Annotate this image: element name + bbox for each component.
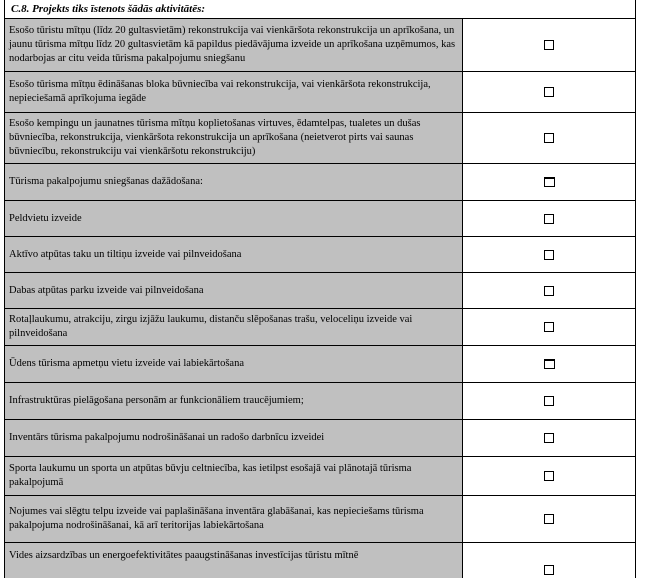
section-title: C.8. Projekts tiks īstenots šādās aktivitātēs: bbox=[5, 0, 635, 19]
row-checkbox-cell bbox=[463, 201, 635, 236]
checkbox[interactable] bbox=[544, 40, 554, 50]
table-row bbox=[5, 237, 635, 273]
row-checkbox-cell bbox=[463, 457, 635, 495]
table-row bbox=[5, 420, 635, 457]
row-label: Ūdens tūrisma apmetņu vietu izveide vai labiekārtošana bbox=[5, 346, 463, 382]
checkbox[interactable] bbox=[544, 514, 554, 524]
row-checkbox-cell bbox=[463, 496, 635, 542]
checkbox[interactable] bbox=[544, 322, 554, 332]
row-label: Peldvietu izveide bbox=[5, 201, 463, 236]
row-label: Aktīvo atpūtas taku un tiltiņu izveide vai pilnveidošana bbox=[5, 237, 463, 272]
table-row bbox=[5, 496, 635, 543]
row-label: Inventārs tūrisma pakalpojumu nodrošināšanai un radošo darbnīcu izveidei bbox=[5, 420, 463, 456]
row-label: Sporta laukumu un sporta un atpūtas būvju celtniecība, kas ietilpst esošajā vai plānotajā tūrisma pakalpojumā bbox=[5, 457, 463, 495]
table-row bbox=[5, 72, 635, 113]
table-row bbox=[5, 346, 635, 383]
row-label: Vides aizsardzības un energoefektivitātes paaugstināšanas investīcijas tūristu mītnē bbox=[5, 543, 463, 578]
checkbox[interactable] bbox=[544, 214, 554, 224]
row-label: Rotaļlaukumu, atrakciju, zirgu izjāžu laukumu, distanču slēpošanas trašu, veloceliņu izveide vai pilnveidošana bbox=[5, 309, 463, 345]
table-row bbox=[5, 383, 635, 420]
row-checkbox-cell bbox=[463, 543, 635, 578]
row-label: Esošo tūristu mītņu (līdz 20 gultasvietām) rekonstrukcija vai vienkāršota rekonstrukcija un aprīkošana, un jaunu tūrisma mītņu līdz 20 gultasvietām kā papildus piedāvājuma izveide un aprīkošana uzņēmumos, kas nodarbojas ar citu veida tūrisma pakalpojumu sniegšanu bbox=[5, 19, 463, 71]
row-label: Esošo tūrisma mītņu ēdināšanas bloka būvniecība vai rekonstrukcija, vai vienkāršota rekonstrukcija, nepieciešamā aprīkojuma iegāde bbox=[5, 72, 463, 112]
checkbox[interactable] bbox=[544, 250, 554, 260]
table-row bbox=[5, 164, 635, 201]
activities-form bbox=[4, 0, 636, 578]
table-row bbox=[5, 273, 635, 309]
table-row bbox=[5, 201, 635, 237]
row-label: Tūrisma pakalpojumu sniegšanas dažādošana: bbox=[5, 164, 463, 200]
table-row bbox=[5, 309, 635, 346]
checkbox[interactable] bbox=[544, 471, 554, 481]
row-label: Dabas atpūtas parku izveide vai pilnveidošana bbox=[5, 273, 463, 308]
checkbox[interactable] bbox=[544, 433, 554, 443]
row-checkbox-cell bbox=[463, 273, 635, 308]
checkbox[interactable] bbox=[544, 177, 555, 187]
checkbox[interactable] bbox=[544, 133, 554, 143]
table-row bbox=[5, 19, 635, 72]
table-row bbox=[5, 113, 635, 164]
checkbox[interactable] bbox=[544, 359, 555, 369]
row-checkbox-cell bbox=[463, 164, 635, 200]
row-checkbox-cell bbox=[463, 420, 635, 456]
checkbox[interactable] bbox=[544, 286, 554, 296]
row-checkbox-cell bbox=[463, 383, 635, 419]
row-checkbox-cell bbox=[463, 113, 635, 163]
checkbox[interactable] bbox=[544, 565, 554, 575]
row-checkbox-cell bbox=[463, 346, 635, 382]
row-checkbox-cell bbox=[463, 19, 635, 71]
row-checkbox-cell bbox=[463, 309, 635, 345]
checkbox[interactable] bbox=[544, 87, 554, 97]
table-row bbox=[5, 457, 635, 496]
checkbox[interactable] bbox=[544, 396, 554, 406]
row-label: Infrastruktūras pielāgošana personām ar funkcionāliem traucējumiem; bbox=[5, 383, 463, 419]
row-label: Nojumes vai slēgtu telpu izveide vai paplašināšana inventāra glabāšanai, kas nepieciešams tūrisma pakalpojuma nodrošināšanai, kā arī teritorijas labiekārtošana bbox=[5, 496, 463, 542]
row-checkbox-cell bbox=[463, 237, 635, 272]
row-label: Esošo kempingu un jaunatnes tūrisma mītņu koplietošanas virtuves, ēdamtelpas, tualetes un dušas būvniecība, rekonstrukcija, vienkāršota rekonstrukcija un aprīkošana (neietverot pirts vai saunas būvniecību, rekonstrukciju vai vienkāršotu rekonstrukciju) bbox=[5, 113, 463, 163]
table-row bbox=[5, 543, 635, 578]
row-checkbox-cell bbox=[463, 72, 635, 112]
